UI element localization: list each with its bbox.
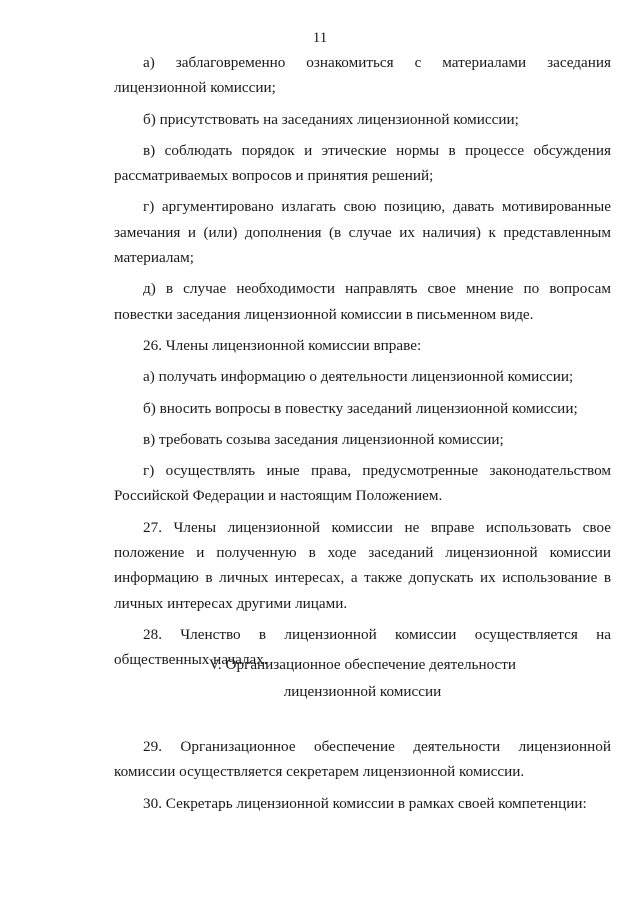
section-heading-line-1: V. Организационное обеспечение деятельности: [208, 656, 517, 673]
paragraph-26-item-v: в) требовать созыва заседания лицензионной комиссии;: [143, 430, 504, 448]
page-number: 11: [312, 30, 328, 46]
paragraph-item-b: б) присутствовать на заседаниях лицензионной комиссии;: [143, 110, 519, 128]
paragraph-26-item-g: г) осуществлять иные права, предусмотренные законодательством Российской Федерации и настоящим Положением.: [114, 462, 611, 505]
paragraph-item-d: д) в случае необходимости направлять свое мнение по вопросам повестки заседания лицензионной комиссии в письменном виде.: [114, 280, 611, 323]
document-body-top: [114, 50, 611, 673]
paragraph-26-item-a: а) получать информацию о деятельности лицензионной комиссии;: [143, 368, 574, 386]
document-body-bottom: [114, 734, 611, 816]
section-heading: [114, 651, 611, 705]
paragraph-29: 29. Организационное обеспечение деятельности лицензионной комиссии осуществляется секретарем лицензионной комиссии.: [114, 738, 611, 781]
paragraph-27: 27. Члены лицензионной комиссии не вправе использовать свое положение и полученную в ходе заседаний лицензионной комиссии информацию в личных интересах, а также допускать их использование в личных интересах другими лицами.: [114, 518, 611, 612]
paragraph-26-item-b: б) вносить вопросы в повестку заседаний лицензионной комиссии;: [143, 399, 578, 417]
paragraph-item-a: а) заблаговременно ознакомиться с материалами заседания лицензионной комиссии;: [114, 54, 611, 97]
paragraph-28: 28. Членство в лицензионной комиссии осуществляется на общественных началах.: [114, 625, 611, 669]
paragraph-30: 30. Секретарь лицензионной комиссии в рамках своей компетенции:: [143, 794, 587, 812]
paragraph-item-g: г) аргументировано излагать свою позицию, давать мотивированные замечания и (или) дополнения (в случае их наличия) к представленным материалам;: [114, 198, 611, 267]
section-heading-line-2: лицензионной комиссии: [283, 683, 442, 700]
paragraph-26: 26. Члены лицензионной комиссии вправе:: [143, 336, 422, 354]
paragraph-item-v: в) соблюдать порядок и этические нормы в процессе обсуждения рассматриваемых вопросов и принятия решений;: [114, 141, 611, 185]
